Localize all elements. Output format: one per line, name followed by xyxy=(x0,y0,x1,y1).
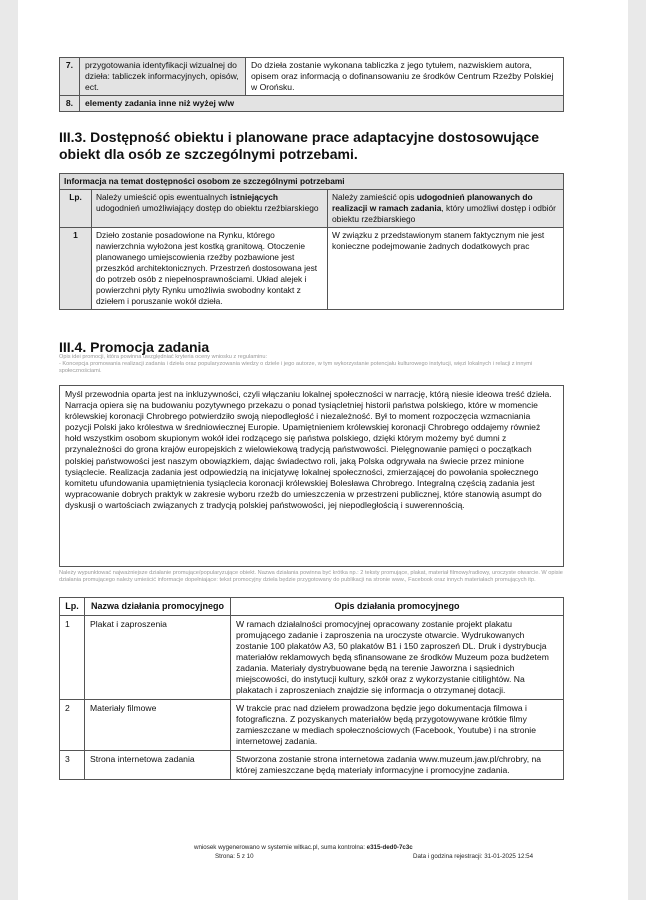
header-text: , który umożliwi dostęp i odbiór obiektu rzeźbiarskiego xyxy=(332,203,556,224)
row-number: 1 xyxy=(60,616,85,700)
action-description: W trakcie prac nad dziełem prowadzona będzie jego dokumentacja filmowa i fotograficzna. Z pozyskanych materiałów będą przygotowywane krótkie filmy zamieszczane w mediach społecznościowych (Facebook, Youtube) i na stronie internetowej zadania. xyxy=(231,700,564,751)
column-header-lp: Lp. xyxy=(60,598,85,616)
footer-generated-line xyxy=(194,844,413,852)
row-number: 8. xyxy=(60,96,80,112)
row-number: 3 xyxy=(60,751,85,780)
action-name: Plakat i zaproszenia xyxy=(85,616,231,700)
column-header-planned xyxy=(328,190,564,228)
table-row xyxy=(60,58,564,96)
accessibility-table xyxy=(59,173,564,310)
table-title: Informacja na temat dostępności osobom ze szczególnymi potrzebami xyxy=(60,174,564,190)
note-line: Opis idei promocji, która powinna uwzględniać kryteria oceny wniosku z regulaminu: xyxy=(59,354,267,360)
promotion-concept-box: Myśl przewodnia oparta jest na inkluzywności, czyli włączaniu lokalnej społeczności w narrację, którą niesie ideowa treść dzieła. Narracja opiera się na budowaniu pozytywnego przekazu o ponad tysiącletniej historii państwa polskiego, które w momencie królewskiej koronacji Chrobrego potwierdziło swoją niepodległość i niezależność. Był to moment rozpoczęcia wzmacniania pozycji Polski jako królestwa w średniowiecznej Europie. Upamiętnieniem królewskiej koronacji Chrobrego oddajemy również hołd wszystkim osobom skupionym wokół idei rodzącego się państwa polskiego, dzięki którym możemy być dumni z przynależności do grona krajów europejskich z wielowiekową tradycją państwowości. Pielęgnowanie pamięci o początkach polskiej państwowości jest naszym obowiązkiem, dając świadectwo roli, jaką Polska odgrywała na świecie przez minione tysiąclecie. Realizacja zadania jest odpowiedzią na inicjatywę lokalnej społeczności, zmierzającej do powołania społecznego komitetu ufundowania upamiętnienia tysiąclecia koronacji królewskiej Bolesława Chrobrego. Integralną częścią zadania jest wypracowanie dobrych praktyk w zakresie wyboru rzeźb do umieszczenia w przestrzeni publicznej, które stanowią asumpt do dyskusji o wartościach związanych z tradycją polskiej państwowości, jej niepodległością i suwerennością. xyxy=(59,385,564,567)
row-label: przygotowania identyfikacji wizualnej do dzieła: tabliczek informacyjnych, opisów, ect. xyxy=(80,58,246,96)
note-line: - Koncepcja promowania realizacji zadania i dzieła oraz popularyzowania wiedzy o dziele i jego autorze, w tym wykorzystanie potencjału kulturowego instytucji, więzi lokalnych i relacji z innymi społecznościami. xyxy=(59,361,533,374)
table-header-row xyxy=(60,598,564,616)
column-header-description: Opis działania promocyjnego xyxy=(231,598,564,616)
action-name: Strona internetowa zadania xyxy=(85,751,231,780)
row-text: Do dzieła zostanie wykonana tabliczka z jego tytułem, nazwiskiem autora, opisem oraz informacją o dofinansowaniu ze środków Centrum Rzeźby Polskiej w Orońsku. xyxy=(246,58,564,96)
row-number: 1 xyxy=(60,228,92,310)
table-title-row xyxy=(60,174,564,190)
row-number: 7. xyxy=(60,58,80,96)
action-description: Stworzona zostanie strona internetowa zadania www.muzeum.jaw.pl/chrobry, na której zamieszczane będą materiały informacyjne i promocyjne zadania. xyxy=(231,751,564,780)
table-row xyxy=(60,616,564,700)
promotion-guidance-note xyxy=(59,354,564,375)
table-row xyxy=(60,228,564,310)
existing-facilities-text: Dzieło zostanie posadowione na Rynku, którego nawierzchnia wyłożona jest kostką granitową. Otoczenie planowanego umiejscowienia rzeźby pozbawione jest przeszkód architektonicznych. Przestrzeń dostosowana jest do potrzeb osób z niepełnosprawnościami. Układ alejek i powierzchni płyty Rynku umożliwia swobodny kontakt z dziełem i poruszanie wokół dzieła. xyxy=(92,228,328,310)
table-row xyxy=(60,96,564,112)
task-elements-table xyxy=(59,57,564,112)
action-name: Materiały filmowe xyxy=(85,700,231,751)
header-text-bold: istniejących xyxy=(230,192,279,202)
promotion-actions-note: Należy wypunktować najważniejsze działanie promujące/popularyzujące obiekt. Nazwa działania powinna być krótka np.: 2 teksty promujące, plakat, materiał filmowy/radiowy, uroczyste otwarcie. W opisie działania promującego należy umieścić informacje dopełniające: tekst promocyjny dzieła będzie przygotowany do publikacji na stronie www., Facebook oraz innych materiałach promujących itp. xyxy=(59,570,563,583)
footer-registration-date: Data i godzina rejestracji: 31-01-2025 12:54 xyxy=(413,853,534,860)
section-heading-promotion: III.4. Promocja zadania xyxy=(59,339,210,355)
column-header-existing xyxy=(92,190,328,228)
header-text: udogodnień umożliwiający dostęp do obiektu rzeźbiarskiego xyxy=(96,203,319,213)
table-header-row xyxy=(60,190,564,228)
table-row xyxy=(60,700,564,751)
row-number: 2 xyxy=(60,700,85,751)
footer-checksum: e315-ded0-7c3c xyxy=(366,844,413,851)
header-text-bold: udogodnień planowanych do realizacji w ramach zadania xyxy=(332,192,533,213)
header-text: Należy umieścić opis ewentualnych xyxy=(96,192,231,202)
footer-text: wniosek wygenerowano w systemie witkac.pl, suma kontrolna: xyxy=(194,844,367,851)
column-header-name: Nazwa działania promocyjnego xyxy=(85,598,231,616)
promotion-actions-table xyxy=(59,597,564,780)
action-description: W ramach działalności promocyjnej opracowany zostanie projekt plakatu promującego zadanie i zaproszenia na uroczyste otwarcie. Wydrukowanych zostanie 100 plakatów A3, 50 plakatów B1 i 150 zaproszeń DL. Druk i dystrybucja materiałów reklamowych będą sfinansowane ze środków Muzeum poza budżetem zadania. Materiały dystrybuowane będą na terenie Jaworzna i sąsiednich miejscowości, do instytucji kultury, szkół oraz z wykorzystanie citilightów. Na plakatach i zaproszeniach znajdzie się informacja o otrzymanej dotacji. xyxy=(231,616,564,700)
header-text: Należy zamieścić opis xyxy=(332,192,417,202)
footer-page-number: Strona: 5 z 10 xyxy=(215,853,254,860)
row-label: elementy zadania inne niż wyżej w/w xyxy=(80,96,564,112)
planned-facilities-text: W związku z przedstawionym stanem faktycznym nie jest konieczne podejmowanie żadnych dodatkowych prac xyxy=(328,228,564,310)
section-heading-accessibility: III.3. Dostępność obiektu i planowane prace adaptacyjne dostosowujące obiekt dla osób ze szczególnymi potrzebami. xyxy=(59,129,540,162)
column-header-lp: Lp. xyxy=(60,190,92,228)
table-row xyxy=(60,751,564,780)
